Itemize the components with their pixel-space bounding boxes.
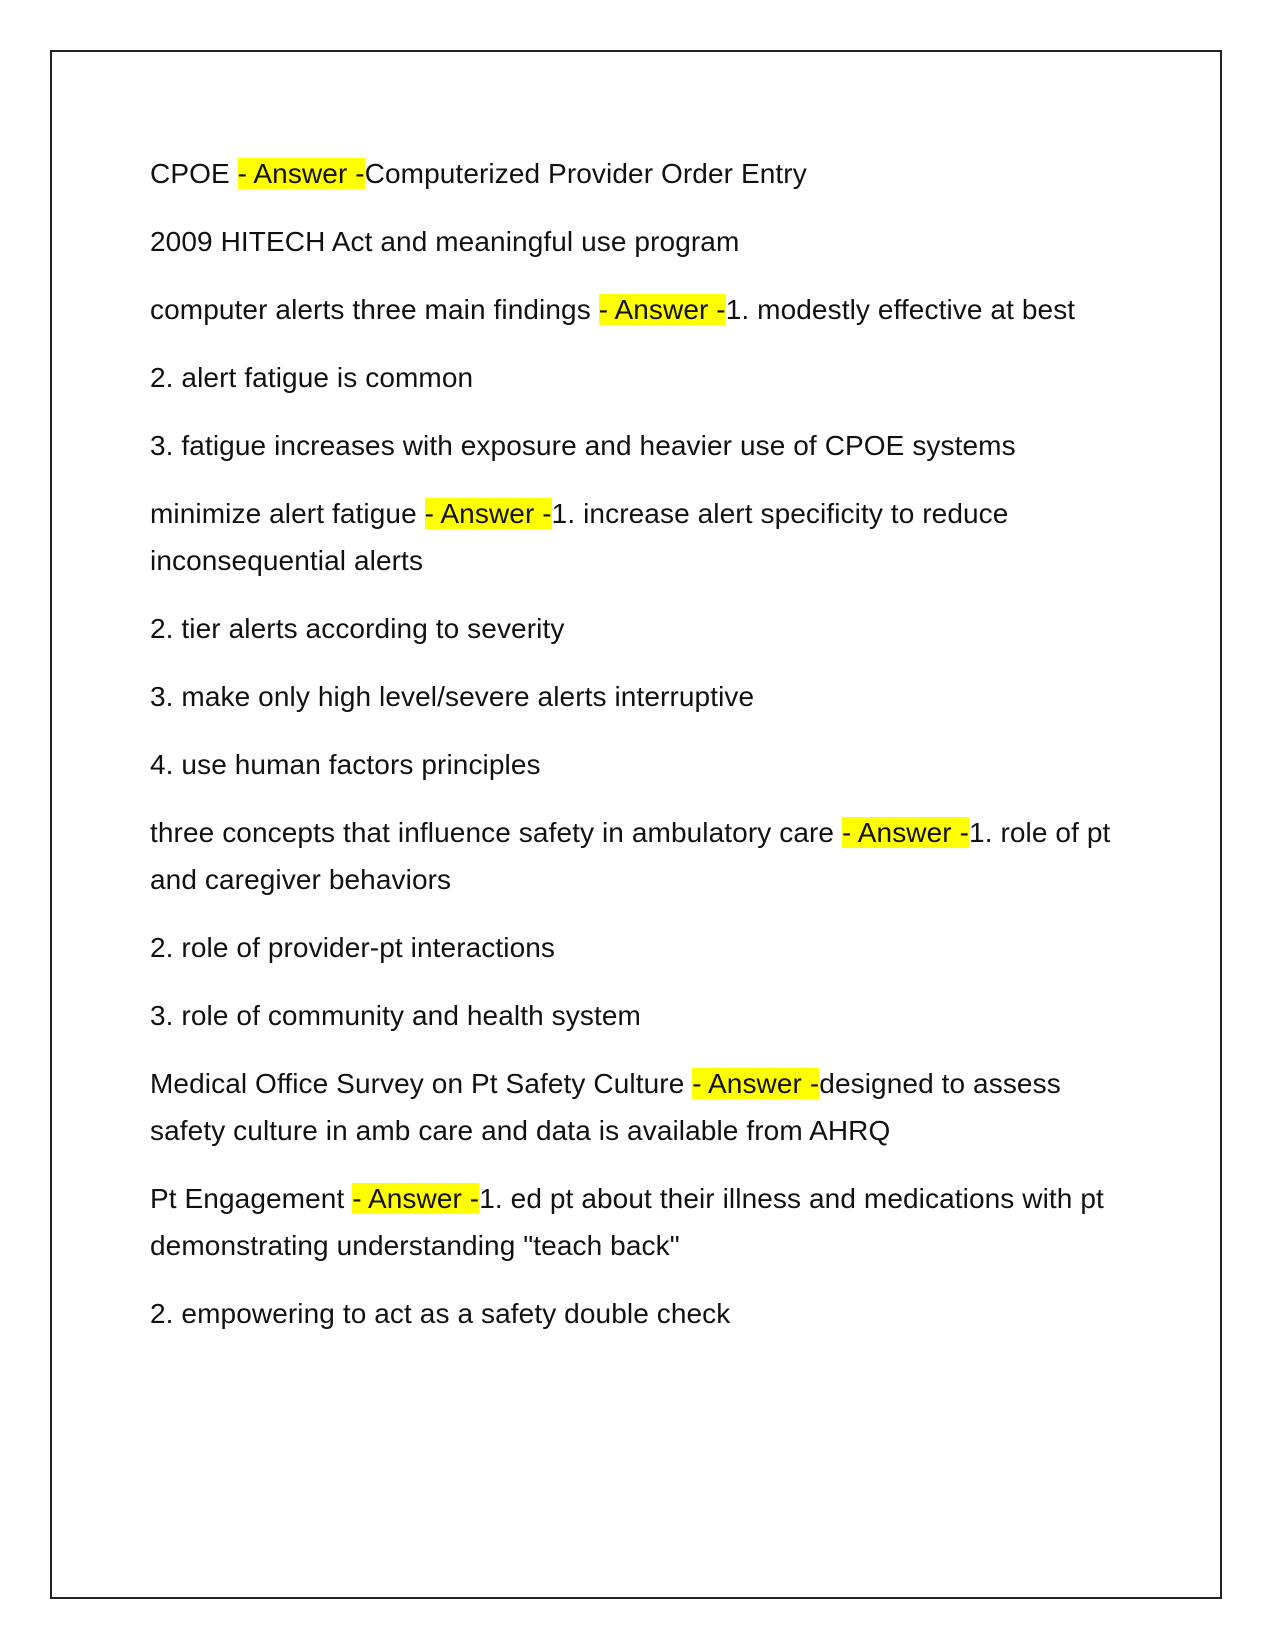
answer-highlight: - Answer - xyxy=(424,498,552,529)
list-item xyxy=(150,992,1120,1039)
paragraph-term: 3. fatigue increases with exposure and heavier use of CPOE systems xyxy=(150,430,1016,461)
paragraph-term: 2. role of provider-pt interactions xyxy=(150,932,556,963)
paragraph-answer: 1. role of pt and caregiver behaviors xyxy=(150,817,1111,895)
paragraph-computer-alerts xyxy=(150,286,1120,333)
paragraph-term: Pt Engagement xyxy=(150,1183,353,1214)
paragraph-ambulatory-care xyxy=(150,809,1120,903)
answer-highlight: - Answer - xyxy=(237,158,365,189)
answer-highlight: - Answer - xyxy=(841,817,970,848)
paragraph-term: minimize alert fatigue xyxy=(150,498,425,529)
paragraph-answer: Computerized Provider Order Entry xyxy=(364,158,807,189)
list-item xyxy=(150,605,1120,652)
answer-highlight: - Answer - xyxy=(692,1068,820,1099)
paragraph-medical-office-survey xyxy=(150,1060,1120,1154)
paragraph-hitech xyxy=(150,218,1120,265)
answer-highlight: - Answer - xyxy=(352,1183,480,1214)
list-item xyxy=(150,422,1120,469)
paragraph-minimize-alert-fatigue xyxy=(150,490,1120,584)
paragraph-term: 4. use human factors principles xyxy=(150,749,541,780)
paragraph-cpoe xyxy=(150,150,1120,197)
answer-highlight: - Answer - xyxy=(598,294,726,325)
paragraph-term: Medical Office Survey on Pt Safety Culture xyxy=(150,1068,693,1099)
document-body xyxy=(150,150,1120,1358)
list-item xyxy=(150,924,1120,971)
paragraph-answer: 1. increase alert specificity to reduce inconsequential alerts xyxy=(150,498,1009,576)
paragraph-term: 2. empowering to act as a safety double check xyxy=(150,1298,731,1329)
paragraph-term: 2. alert fatigue is common xyxy=(150,362,474,393)
paragraph-term: three concepts that influence safety in ambulatory care xyxy=(150,817,842,848)
list-item xyxy=(150,354,1120,401)
paragraph-term: 3. make only high level/severe alerts interruptive xyxy=(150,681,755,712)
paragraph-answer: 1. modestly effective at best xyxy=(725,294,1076,325)
list-item xyxy=(150,673,1120,720)
paragraph-term: 3. role of community and health system xyxy=(150,1000,641,1031)
paragraph-term: 2. tier alerts according to severity xyxy=(150,613,565,644)
paragraph-term: 2009 HITECH Act and meaningful use program xyxy=(150,226,740,257)
paragraph-answer: 1. ed pt about their illness and medications with pt demonstrating understanding "teach back" xyxy=(150,1183,1104,1261)
paragraph-term: CPOE xyxy=(150,158,238,189)
paragraph-pt-engagement xyxy=(150,1175,1120,1269)
list-item xyxy=(150,1290,1120,1337)
paragraph-term: computer alerts three main findings xyxy=(150,294,599,325)
list-item xyxy=(150,741,1120,788)
paragraph-answer: designed to assess safety culture in amb care and data is available from AHRQ xyxy=(150,1068,1061,1146)
